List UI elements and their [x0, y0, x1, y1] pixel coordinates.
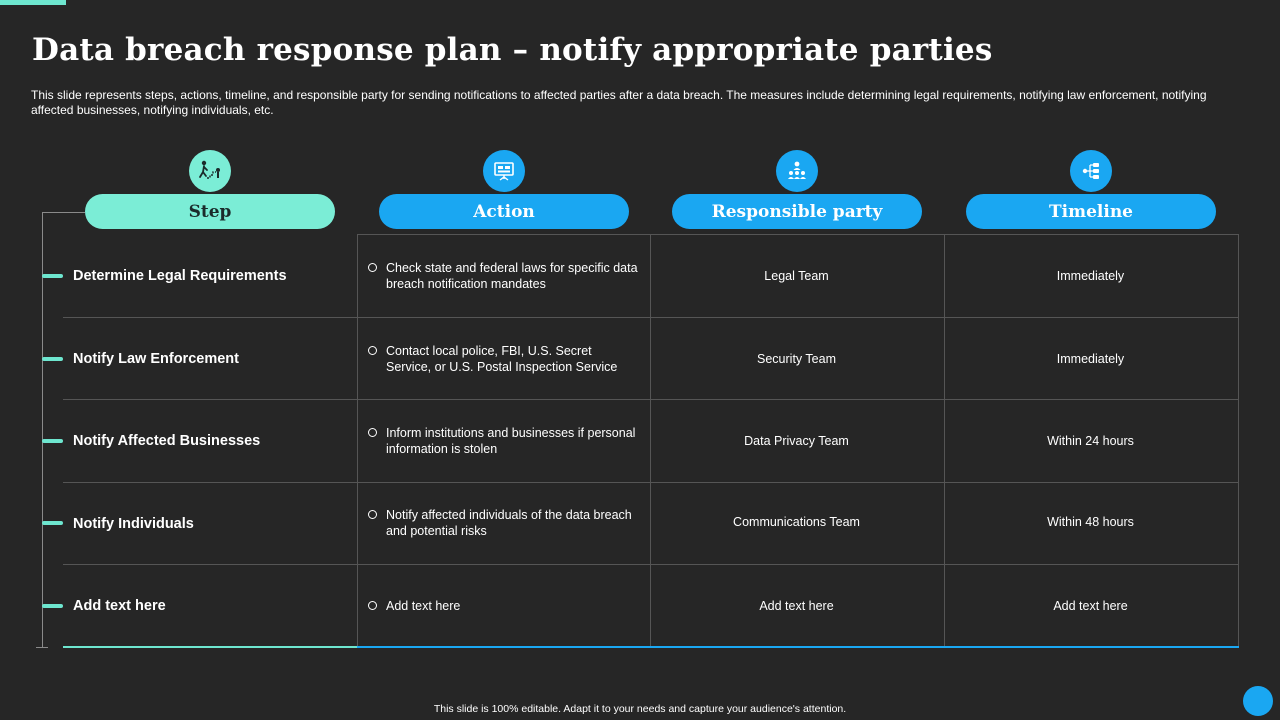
row-marker	[42, 439, 63, 443]
step-cell: Add text here	[73, 598, 166, 614]
presentation-board-icon	[483, 150, 525, 192]
row-marker	[42, 274, 63, 278]
action-cell	[368, 507, 638, 539]
table-row	[0, 508, 1280, 603]
row-divider	[357, 234, 1239, 235]
table-row	[0, 261, 1280, 356]
action-text: Check state and federal laws for specific data breach notification mandates	[386, 261, 638, 291]
action-cell	[368, 425, 638, 457]
bullet-icon	[368, 263, 377, 272]
timeline-connector-top	[42, 212, 85, 213]
process-flow-icon	[1070, 150, 1112, 192]
bullet-icon	[368, 601, 377, 610]
table-row	[0, 426, 1280, 521]
row-marker	[42, 357, 63, 361]
step-cell: Notify Law Enforcement	[73, 351, 239, 367]
table-row	[0, 598, 1280, 686]
header-step: Step	[85, 194, 335, 229]
person-steps-icon	[189, 150, 231, 192]
page-title: Data breach response plan – notify appropriate parties	[32, 32, 993, 68]
row-marker	[42, 604, 63, 608]
action-text: Add text here	[386, 599, 461, 613]
bullet-icon	[368, 346, 377, 355]
row-marker	[42, 521, 63, 525]
action-cell	[368, 598, 638, 614]
table-row	[0, 344, 1280, 439]
step-cell: Notify Individuals	[73, 516, 194, 532]
responsible-cell: Security Team	[757, 352, 836, 366]
page-subtitle: This slide represents steps, actions, timeline, and responsible party for sending notifications to affected parties after a data breach. The measures include determining legal requirements, notifying law enforcement, notifying affected businesses, notifying individuals, etc.	[31, 88, 1207, 117]
timeline-cell: Immediately	[1056, 269, 1125, 283]
bullet-icon	[368, 428, 377, 437]
header-action: Action	[379, 194, 629, 229]
action-text: Notify affected individuals of the data breach and potential risks	[386, 508, 632, 538]
team-hierarchy-icon	[776, 150, 818, 192]
responsible-cell: Add text here	[759, 599, 834, 613]
responsible-cell: Data Privacy Team	[744, 434, 849, 448]
responsible-cell: Communications Team	[733, 515, 860, 529]
action-cell	[368, 260, 638, 292]
timeline-cell: Within 24 hours	[1047, 434, 1134, 448]
header-timeline: Timeline	[966, 194, 1216, 229]
timeline-cell: Within 48 hours	[1047, 515, 1134, 529]
responsible-cell: Legal Team	[764, 269, 829, 283]
footer-note: This slide is 100% editable. Adapt it to your needs and capture your audience's attention.	[433, 703, 847, 715]
action-cell	[368, 343, 638, 375]
top-accent-bar	[0, 0, 66, 5]
corner-circle-decoration	[1243, 686, 1273, 716]
step-cell: Determine Legal Requirements	[73, 268, 287, 284]
bullet-icon	[368, 510, 377, 519]
action-text: Contact local police, FBI, U.S. Secret Service, or U.S. Postal Inspection Service	[386, 344, 618, 374]
timeline-cell: Add text here	[1053, 599, 1128, 613]
step-cell: Notify Affected Businesses	[73, 433, 261, 449]
header-responsible-party: Responsible party	[672, 194, 922, 229]
timeline-cell: Immediately	[1056, 352, 1125, 366]
action-text: Inform institutions and businesses if personal information is stolen	[386, 426, 636, 456]
